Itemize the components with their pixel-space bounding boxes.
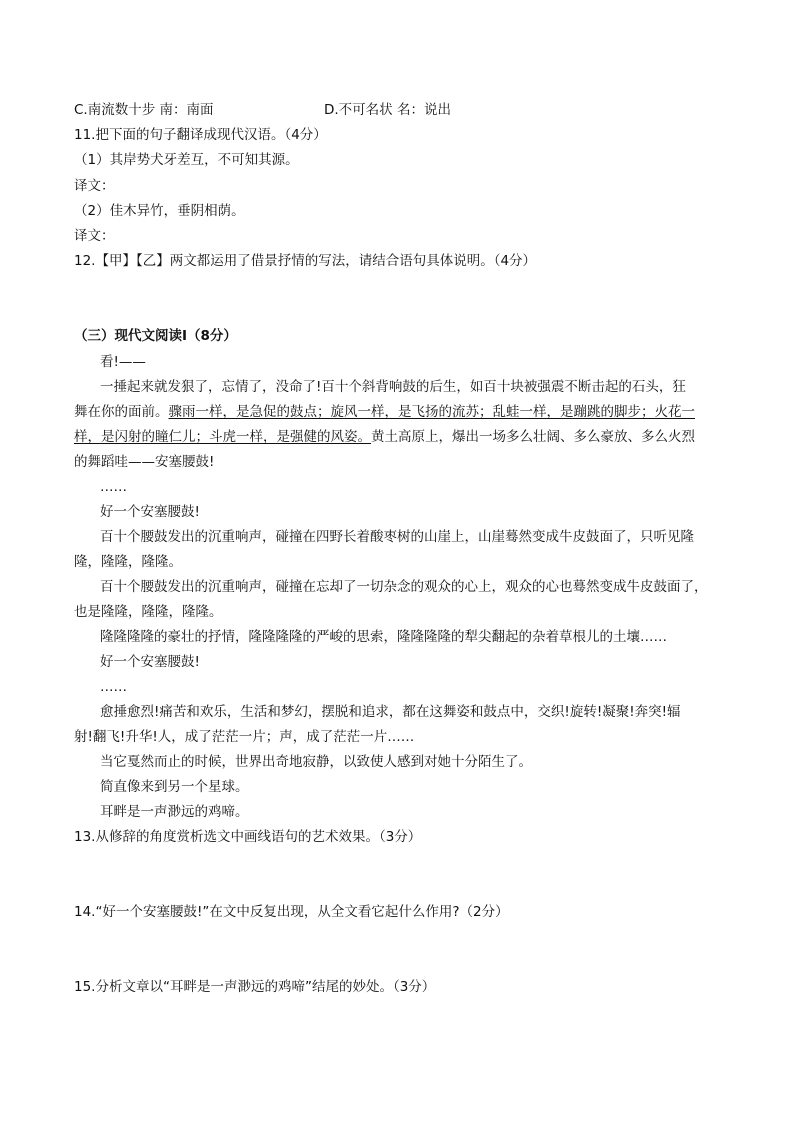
question-11-prompt: 11.把下面的句子翻译成现代汉语。（4分） xyxy=(74,127,327,143)
option-d: D.不可名状 名：说出 xyxy=(324,102,451,118)
passage-line: 隆，隆隆，隆隆。 xyxy=(74,554,182,570)
question-11-answer-label-1: 译文： xyxy=(74,178,115,194)
question-12-prompt: 12.【甲】【乙】两文都运用了借景抒情的写法，请结合语句具体说明。（4分） xyxy=(74,253,537,269)
passage-line: 简直像来到另一个星球。 xyxy=(100,779,249,795)
refrain: 好一个安塞腰鼓! xyxy=(100,654,200,670)
question-15-prompt: 15.分析文章以“耳畔是一声渺远的鸡啼”结尾的妙处。（3分） xyxy=(74,979,436,995)
passage-text: 舞在你的面前。 xyxy=(74,404,169,420)
passage-line xyxy=(74,428,695,446)
question-11-answer-label-2: 译文： xyxy=(74,228,115,244)
option-c: C.南流数十步 南：南面 xyxy=(74,102,214,118)
ellipsis: …… xyxy=(100,479,127,495)
passage-line: 耳畔是一声渺远的鸡啼。 xyxy=(100,804,249,820)
refrain: 好一个安塞腰鼓! xyxy=(100,504,200,520)
section-title: （三）现代文阅读Ⅰ（8分） xyxy=(74,328,237,344)
question-13-prompt: 13.从修辞的角度赏析选文中画线语句的艺术效果。（3分） xyxy=(74,829,422,845)
passage-line xyxy=(74,403,695,421)
question-11-sentence-1: （1）其岸势犬牙差互，不可知其源。 xyxy=(74,152,299,168)
passage-line: 百十个腰鼓发出的沉重响声，碰撞在忘却了一切杂念的观众的心上，观众的心也蓦然变成牛皮鼓面了， xyxy=(100,579,708,595)
passage-line: 也是隆隆，隆隆，隆隆。 xyxy=(74,604,223,620)
passage-line: 百十个腰鼓发出的沉重响声，碰撞在四野长着酸枣树的山崖上，山崖蓦然变成牛皮鼓面了，只听见隆 xyxy=(100,529,694,545)
passage-line: 当它戛然而止的时候，世界出奇地寂静，以致使人感到对她十分陌生了。 xyxy=(100,754,532,770)
passage-line: 的舞蹈哇——安塞腰鼓! xyxy=(74,454,215,470)
question-14-prompt: 14.“好一个安塞腰鼓!”在文中反复出现，从全文看它起什么作用?（2分） xyxy=(74,904,509,920)
passage-line: 一捶起来就发狠了，忘情了，没命了!百十个斜背响鼓的后生，如百十块被强震不断击起的石头，狂 xyxy=(100,379,686,395)
passage-text: 黄土高原上，爆出一场多么壮阔、多么豪放、多么火烈 xyxy=(371,429,695,445)
passage-line: 隆隆隆隆的豪壮的抒情，隆隆隆隆的严峻的思索，隆隆隆隆的犁尖翻起的杂着草根儿的土壤…… xyxy=(100,629,667,645)
ellipsis: …… xyxy=(100,679,127,695)
question-11-sentence-2: （2）佳木异竹，垂阴相荫。 xyxy=(74,203,245,219)
passage-line: 射!翻飞!升华!人，成了茫茫一片；声，成了茫茫一片…… xyxy=(74,729,415,745)
passage-line: 看!—— xyxy=(100,354,146,370)
passage-line: 愈捶愈烈!痛苦和欢乐，生活和梦幻，摆脱和追求，都在这舞姿和鼓点中，交织!旋转!凝聚!奔突!辐 xyxy=(100,704,681,720)
underlined-sentence: 骤雨一样，是急促的鼓点；旋风一样，是飞扬的流苏；乱蛙一样，是蹦跳的脚步；火花一 xyxy=(168,404,695,420)
underlined-sentence: 样，是闪射的瞳仁儿；斗虎一样，是强健的风姿。 xyxy=(74,429,371,445)
